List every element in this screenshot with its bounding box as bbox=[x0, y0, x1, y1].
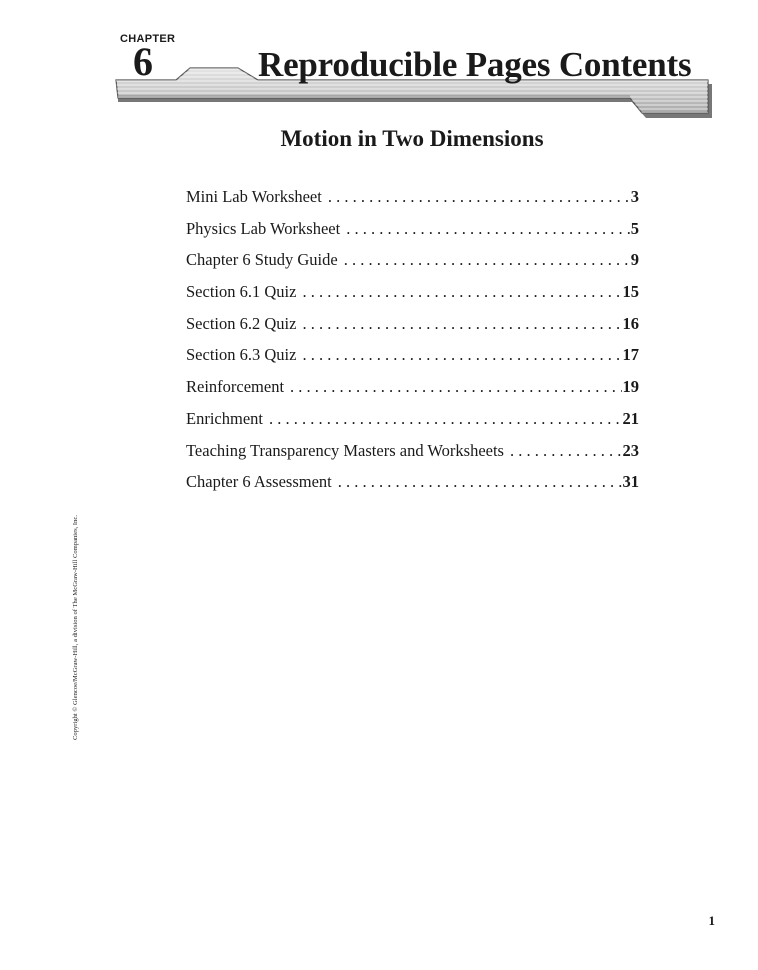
toc-leader-dots bbox=[344, 248, 630, 272]
toc-leader-dots bbox=[302, 343, 621, 367]
section-title: Motion in Two Dimensions bbox=[280, 126, 544, 151]
toc-entry-title: Section 6.2 Quiz bbox=[186, 313, 297, 333]
toc-entry-title: Teaching Transparency Masters and Worksheets bbox=[186, 440, 504, 460]
toc-page-number: 31 bbox=[622, 472, 639, 492]
toc-row[interactable] bbox=[186, 343, 639, 375]
toc-page-number: 9 bbox=[630, 250, 639, 270]
toc-row[interactable] bbox=[186, 312, 639, 344]
toc-leader-dots bbox=[510, 439, 622, 463]
toc-page-number: 16 bbox=[622, 313, 639, 333]
copyright-notice: Copyright © Glencoe/McGraw-Hill, a division of The McGraw-Hill Companies, Inc. bbox=[72, 515, 79, 740]
chapter-number: 6 bbox=[133, 39, 153, 84]
toc-page-number: 15 bbox=[622, 282, 639, 302]
page-title: Reproducible Pages Contents bbox=[258, 45, 692, 84]
toc-entry-title: Mini Lab Worksheet bbox=[186, 187, 322, 206]
toc-entry-title: Physics Lab Worksheet bbox=[186, 218, 341, 238]
toc-entry-title: Chapter 6 Assessment bbox=[186, 472, 332, 492]
page-number: 1 bbox=[708, 913, 715, 928]
toc-page-number: 21 bbox=[622, 408, 639, 428]
toc-page-number: 3 bbox=[630, 187, 639, 206]
toc-leader-dots bbox=[328, 185, 630, 209]
toc-leader-dots bbox=[290, 375, 621, 399]
toc-page-number: 5 bbox=[630, 218, 639, 238]
toc-entry-title: Section 6.3 Quiz bbox=[186, 345, 297, 365]
toc-page-number: 17 bbox=[622, 345, 639, 365]
toc-row[interactable] bbox=[186, 185, 639, 217]
toc-row[interactable] bbox=[186, 375, 639, 407]
toc-entry-title: Chapter 6 Study Guide bbox=[186, 250, 338, 270]
toc-row[interactable] bbox=[186, 280, 639, 312]
toc-leader-dots bbox=[346, 217, 630, 241]
table-of-contents bbox=[186, 185, 639, 502]
toc-entry-title: Section 6.1 Quiz bbox=[186, 282, 297, 302]
chapter-label: CHAPTER bbox=[120, 33, 176, 45]
toc-entry-title: Enrichment bbox=[186, 408, 263, 428]
toc-row[interactable] bbox=[186, 470, 639, 502]
toc-page-number: 23 bbox=[622, 440, 639, 460]
toc-row[interactable] bbox=[186, 217, 639, 249]
toc-page-number: 19 bbox=[622, 377, 639, 397]
toc-leader-dots bbox=[338, 470, 622, 494]
toc-row[interactable] bbox=[186, 407, 639, 439]
toc-leader-dots bbox=[302, 312, 621, 336]
toc-leader-dots bbox=[302, 280, 621, 304]
toc-row[interactable] bbox=[186, 439, 639, 471]
toc-row[interactable] bbox=[186, 248, 639, 280]
toc-entry-title: Reinforcement bbox=[186, 377, 285, 397]
toc-leader-dots bbox=[269, 407, 622, 431]
